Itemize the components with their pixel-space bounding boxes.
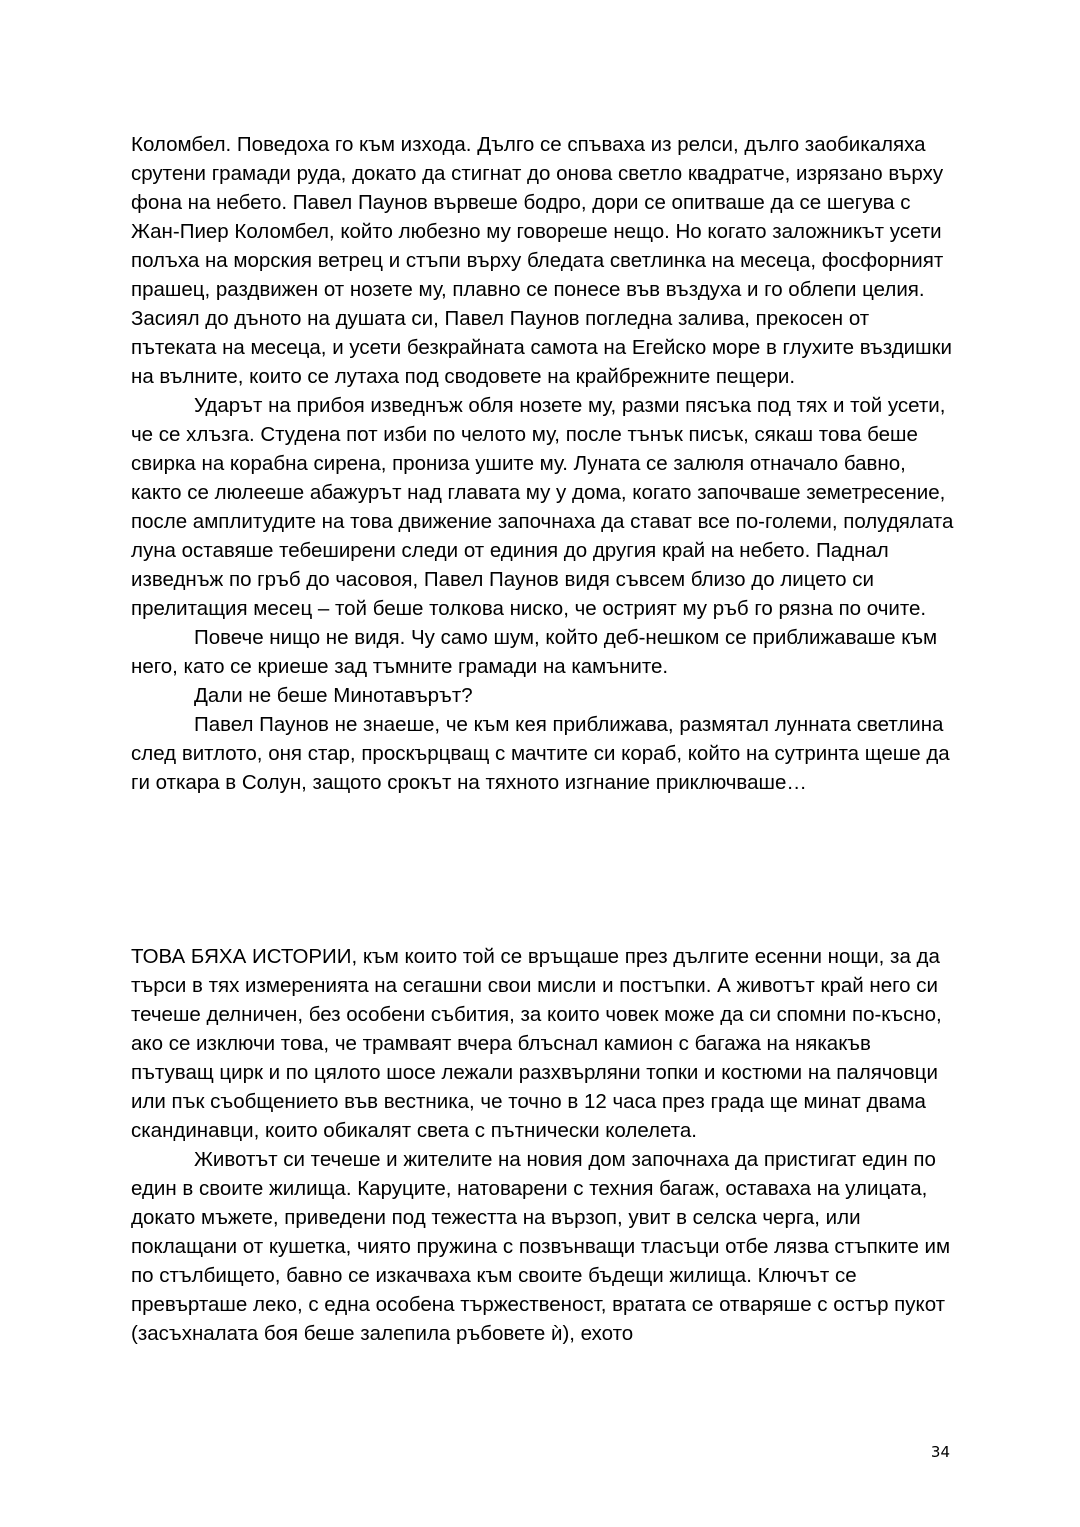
paragraph: Коломбел. Поведоха го към изхода. Дълго се спъваха из релси, дълго заобикаляха срутени грамади руда, докато да стигнат до онова светло квадратче, изрязано върху фона на небето. Павел Паунов вървеше бодро, дори се опитваше да се шегува с Жан-Пиер Коломбел, който любезно му говореше нещо. Но когато заложникът усети полъха на морския ветрец и стъпи върху бледата светлинка на месеца, фосфорният прашец, раздвижен от нозете му, плавно се понесе във въздуха и го облепи целия. Засиял до дъното на душата си, Павел Паунов погледна залива, прекосен от пътеката на месеца, и усети безкрайната самота на Егейско море в глухите въздишки на вълните, които се лутаха под сводовете на крайбрежните пещери.	[131, 133, 952, 388]
paragraph: Дали не беше Минотавърът?	[194, 684, 473, 707]
paragraph: Повече нищо не видя. Чу само шум, който деб-нешком се приближаваше към него, като се криеше зад тъмните грамади на камъните.	[131, 626, 938, 678]
paragraph: Павел Паунов не знаеше, че към кея приближава, размятал лунната светлина след витлото, оня стар, проскърцващ с мачтите си кораб, който на сутринта щеше да ги откара в Солун, защото срокът на тяхното изгнание приключваше…	[131, 713, 950, 794]
page-number: 34	[930, 1443, 950, 1461]
text-section-1	[131, 130, 956, 797]
paragraph: Животът си течеше и жителите на новия дом започнаха да пристигат един по един в своите жилища. Каруците, натоварени с техния багаж, оставаха на улицата, докато мъжете, приведени под тежестта на вързоп, увит в селска черга, или поклащани от кушетка, чиято пружина с позвънващи тласъци отбе лязва стъпките им по стълбището, бавно се изкачваха към своите бъдещи жилища. Ключът се превърташе леко, с една особена тържественост, вратата се отваряше с остър пукот (засъхналата боя беше залепила ръбовете ѝ), ехото	[131, 1148, 951, 1345]
paragraph: ТОВА БЯХА ИСТОРИИ, към които той се връщаше през дългите есенни нощи, за да търси в тях измеренията на сегашни свои мисли и постъпки. А животът край него си течеше делничен, без особени събития, за които човек може да си спомни по-късно, ако се изключи това, че трамваят вчера блъснал камион с багажа на някакъв пътуващ цирк и по цялото шосе лежали разхвърляни топки и костюми на палячовци или пък съобщението във вестника, че точно в 12 часа през града ще минат двама скандинавци, които обикалят света с пътнически колелета.	[131, 945, 942, 1142]
paragraph: Ударът на прибоя изведнъж обля нозете му, разми пясъка под тях и той усети, че се хлъзга. Студена пот изби по челото му, после тънък писък, сякаш това беше свирка на корабна сирена, прониза ушите му. Луната се залюля отначало бавно, както се люлееше абажурът над главата му у дома, когато започваше земетресение, после амплитудите на това движение започнаха да стават все по-големи, полудялата луна оставяше тебеширени следи от единия до другия край на небето. Паднал изведнъж по гръб до часовоя, Павел Паунов видя съвсем близо до лицето си прелитащия месец – той беше толкова ниско, че острият му ръб го рязна по очите.	[131, 394, 954, 620]
text-section-2	[131, 942, 956, 1348]
